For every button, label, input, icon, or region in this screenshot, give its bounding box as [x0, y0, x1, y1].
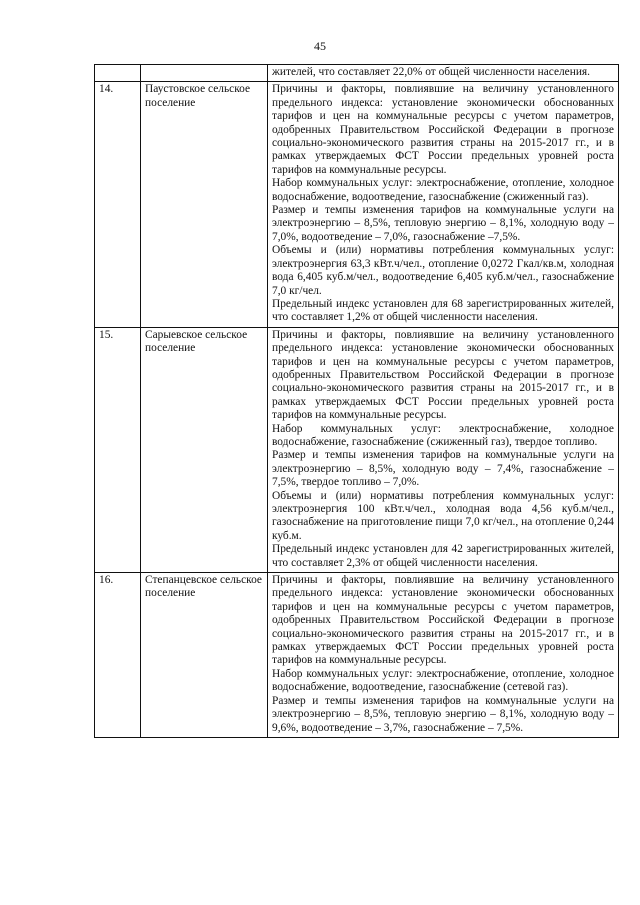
table-row: [95, 573, 619, 738]
description-cell: [268, 327, 619, 572]
table-body: [95, 65, 619, 738]
table-row: [95, 82, 619, 327]
description-paragraph: Набор коммунальных услуг: электроснабжение, отопление, холодное водоснабжение, водоотведение, газоснабжение (сетевой газ).: [272, 667, 614, 694]
description-paragraph: Размер и темпы изменения тарифов на коммунальные услуги на электроэнергию – 8,5%, тепловую энергию – 8,1%, холодную воду – 7,0%, водоотведение – 7,0%, газоснабжение –7,5%.: [272, 204, 614, 243]
description-paragraph: Предельный индекс установлен для 68 зарегистрированных жителей, что составляет 1,2% от общей численности населения.: [272, 297, 614, 324]
tariff-table: [94, 64, 619, 738]
description-paragraph: Причины и факторы, повлиявшие на величину установленного предельного индекса: установление экономически обоснованных тарифов и цен на коммунальные ресурсы с учетом параметров, одобренных Правительством Российской Федерации в прогнозе социально-экономического развития страны на 2015-2017 гг., и в рамках утверждаемых ФСТ России предельных уровней роста тарифов на коммунальные ресурсы.: [272, 574, 614, 667]
page-number: 45: [314, 39, 326, 53]
row-number-cell: [95, 65, 141, 82]
description-paragraph: Набор коммунальных услуг: электроснабжение, отопление, холодное водоснабжение, водоотведение, газоснабжение (сжиженный газ).: [272, 177, 614, 203]
row-number-cell: 16.: [95, 573, 141, 738]
description-paragraph: Причины и факторы, повлиявшие на величину установленного предельного индекса: установление экономически обоснованных тарифов и цен на коммунальные ресурсы с учетом параметров, одобренных Правительством Российской Федерации в прогнозе социально-экономического развития страны на 2015-2017 гг., и в рамках утверждаемых ФСТ России предельных уровней роста тарифов на коммунальные ресурсы.: [272, 83, 614, 176]
description-cell: [268, 82, 619, 327]
settlement-name-cell: Паустовское сельское поселение: [141, 82, 268, 327]
description-paragraph: Размер и темпы изменения тарифов на коммунальные услуги на электроэнергию – 8,5%, тепловую энергию – 8,1%, холодную воду – 9,6%, водоотведение – 3,7%, газоснабжение – 7,5%.: [272, 694, 614, 734]
description-paragraph: Размер и темпы изменения тарифов на коммунальные услуги на электроэнергию – 8,5%, холодную воду – 7,4%, газоснабжение – 7,5%, твердое топливо – 7,0%.: [272, 449, 614, 489]
description-paragraph: Предельный индекс установлен для 42 зарегистрированных жителей, что составляет 2,3% от общей численности населения.: [272, 543, 614, 569]
table-row: [95, 65, 619, 82]
settlement-name-cell: Сарыевское сельское поселение: [141, 327, 268, 572]
row-number-cell: 14.: [95, 82, 141, 327]
table-row: [95, 327, 619, 572]
row-number-cell: 15.: [95, 327, 141, 572]
settlement-name-cell: Степанцевское сельское поселение: [141, 573, 268, 738]
description-paragraph: жителей, что составляет 22,0% от общей численности населения.: [272, 66, 591, 78]
description-paragraph: Набор коммунальных услуг: электроснабжение, холодное водоснабжение, газоснабжение (сжиженный газ), твердое топливо.: [272, 422, 614, 448]
description-cell: [268, 573, 619, 738]
description-paragraph: Объемы и (или) нормативы потребления коммунальных услуг: электроэнергия 63,3 кВт.ч/чел., отопление 0,0272 Гкал/кв.м, холодная вода 6,405 куб.м/чел., водоотведение 6,405 куб.м/чел., газоснабжение 7,0 кг/чел.: [272, 244, 614, 297]
description-paragraph: Причины и факторы, повлиявшие на величину установленного предельного индекса: установление экономически обоснованных тарифов и цен на коммунальные ресурсы с учетом параметров, одобренных Правительством Российской Федерации в прогнозе социально-экономического развития страны на 2015-2017 гг., и в рамках утверждаемых ФСТ России предельных уровней роста тарифов на коммунальные ресурсы.: [272, 328, 614, 422]
description-paragraph: Объемы и (или) нормативы потребления коммунальных услуг: электроэнергия 100 кВт.ч/чел., холодная вода 4,56 куб.м/чел., газоснабжение на приготовление пищи 7,0 кг/чел., на отопление 0,244 куб.м.: [272, 489, 614, 542]
description-cell: [268, 65, 619, 82]
settlement-name-cell: [141, 65, 268, 82]
